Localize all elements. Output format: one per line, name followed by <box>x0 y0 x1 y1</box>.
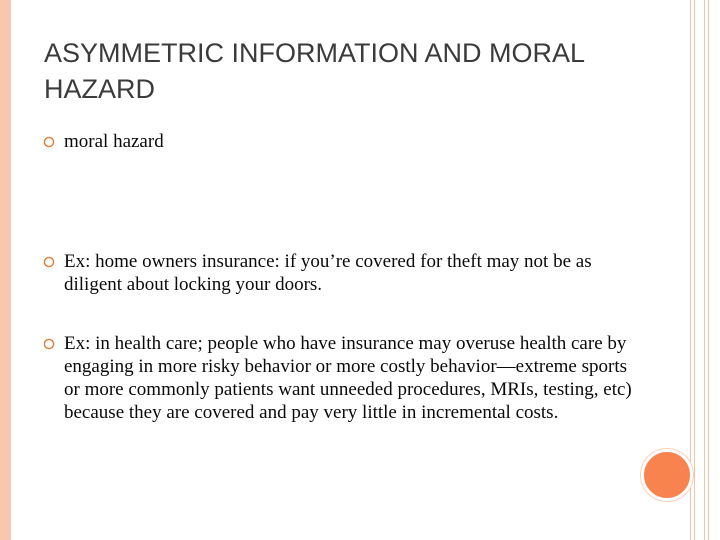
bullet-item <box>43 332 643 424</box>
circle-bullet-icon <box>43 338 55 350</box>
right-rail-line <box>704 0 705 540</box>
bullet-item <box>43 130 643 153</box>
right-rail-line <box>694 0 695 540</box>
circle-bullet-icon <box>43 256 55 268</box>
bullet-text: Ex: home owners insurance: if you’re covered for theft may not be as diligent about locking your doors. <box>64 251 592 295</box>
slide-title: ASYMMETRIC INFORMATION AND MORAL HAZARD <box>44 38 585 104</box>
bullet-text: Ex: in health care; people who have insurance may overuse health care by engaging in more risky behavior or more costly behavior—extreme sports or more commonly patients want unneeded procedures, MRIs, testing, etc) because they are covered and pay very little in incremental costs. <box>64 333 632 423</box>
right-rail-line <box>708 0 709 540</box>
bullet-item <box>43 250 643 296</box>
circle-bullet-icon <box>43 136 55 148</box>
right-rail-line <box>690 0 691 540</box>
bullet-text: moral hazard <box>64 131 164 152</box>
slide-left-border <box>0 0 11 540</box>
accent-circle <box>641 449 693 501</box>
